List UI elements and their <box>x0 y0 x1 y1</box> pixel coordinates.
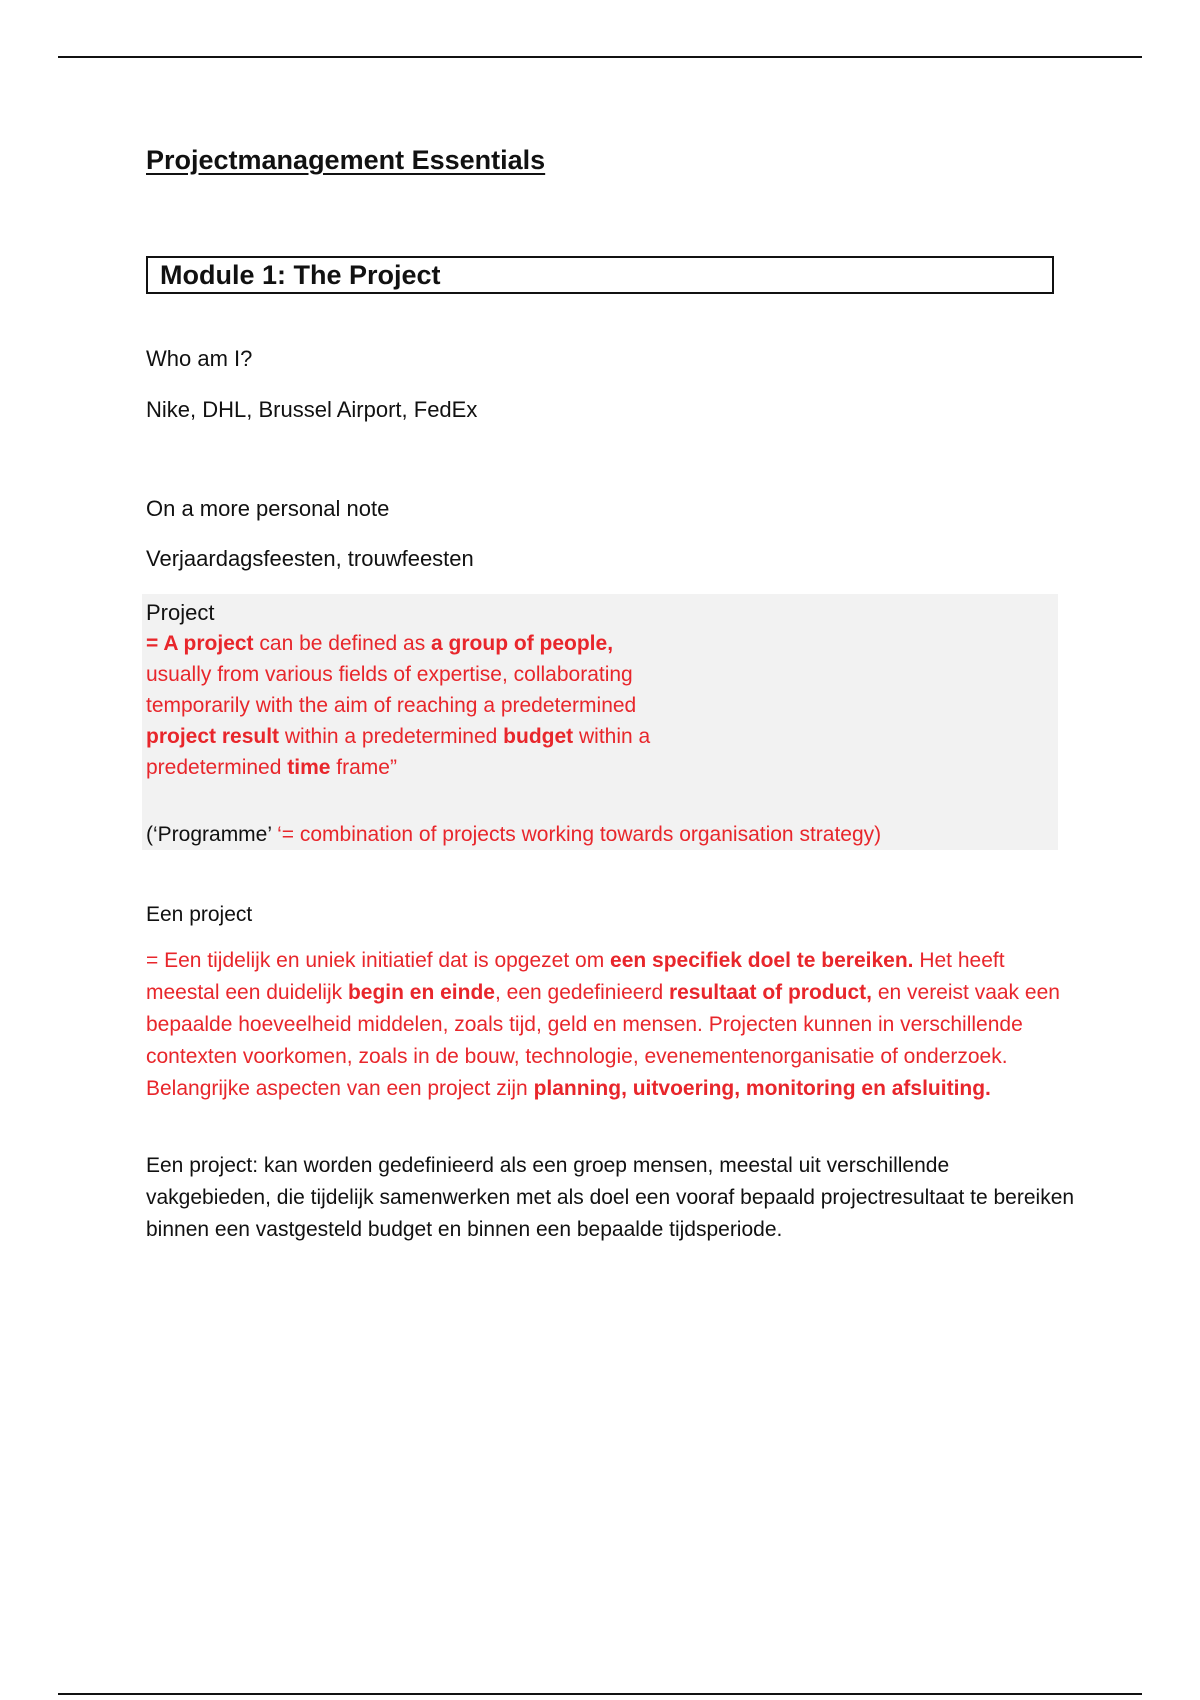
who-am-i: Who am I? <box>146 346 253 371</box>
een-project-black-paragraph: Een project: kan worden gedefinieerd als een groep mensen, meestal uit verschillende vakgebieden, die tijdelijk samenwerken met als doel een vooraf bepaald projectresultaat te bereiken binnen een vastgesteld budget en binnen een bepaalde tijdsperiode. <box>146 1154 1075 1241</box>
def-prefix: = A project <box>146 632 254 655</box>
def-part6: predetermined <box>146 756 288 779</box>
def-line2: usually from various fields of expertise, collaborating <box>146 663 633 686</box>
bottom-rule <box>58 1693 1142 1695</box>
project-heading: Project <box>146 600 215 625</box>
def-part7: frame” <box>330 756 397 779</box>
def-bold4: time <box>287 756 331 779</box>
programme-definition <box>146 819 881 850</box>
def-part4: within a predetermined <box>279 725 504 748</box>
def-bold1: a group of people, <box>431 632 614 655</box>
red-1: = Een tijdelijk en uniek initiatief dat is opgezet om <box>146 949 611 972</box>
def-bold2: project result <box>146 725 280 748</box>
programme-label: (‘Programme’ <box>146 823 272 846</box>
red-bold-2: begin en einde <box>347 981 495 1004</box>
project-definition-box <box>142 594 1058 850</box>
een-project-heading: Een project <box>146 903 253 926</box>
top-rule <box>58 56 1142 58</box>
red-2: Het heeft meestal een duidelijk <box>146 949 1005 1004</box>
programme-def: ‘= combination of projects working towards organisation strategy) <box>271 823 882 846</box>
red-4: en vereist vaak een bepaalde hoeveelheid middelen, zoals tijd, geld en mensen. Projecten kunnen in verschillende contexten voorkomen, zoals in de bouw, technologie, evenementenorganisatie of onderzoek. Belangrijke aspecten van een project zijn <box>146 981 1060 1100</box>
red-bold-1: een specifiek doel te bereiken. <box>610 949 914 972</box>
def-line3: temporarily with the aim of reaching a predetermined <box>146 694 637 717</box>
module-heading: Module 1: The Project <box>160 260 441 290</box>
project-definition <box>146 628 881 783</box>
def-bold3: budget <box>503 725 574 748</box>
personal-items: Verjaardagsfeesten, trouwfeesten <box>146 546 474 571</box>
red-bold-4: planning, uitvoering, monitoring en afsluiting. <box>533 1077 991 1100</box>
def-part1: can be defined as <box>253 632 432 655</box>
module-heading-box <box>146 256 1054 294</box>
red-3: , een gedefinieerd <box>494 981 669 1004</box>
companies-list: Nike, DHL, Brussel Airport, FedEx <box>146 397 478 422</box>
een-project-red-paragraph <box>146 945 1076 1105</box>
personal-heading: On a more personal note <box>146 496 390 521</box>
document-title: Projectmanagement Essentials <box>146 145 546 175</box>
red-bold-3: resultaat of product, <box>668 981 872 1004</box>
def-part5: within a <box>573 725 651 748</box>
